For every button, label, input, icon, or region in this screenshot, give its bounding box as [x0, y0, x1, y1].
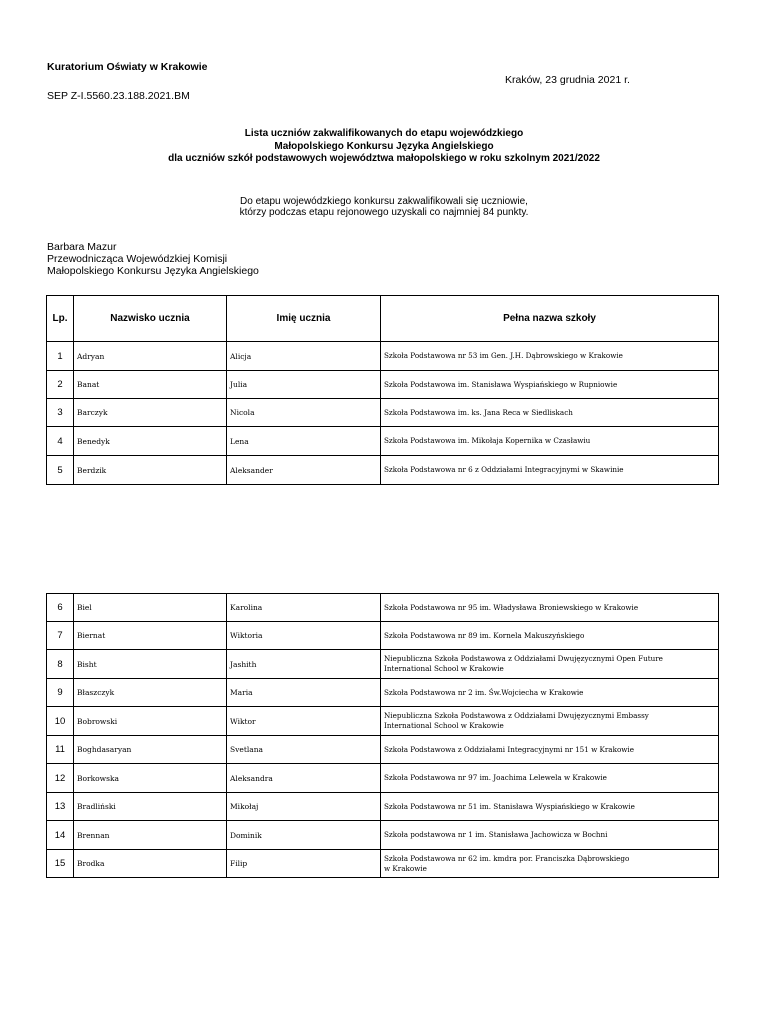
- cell-surname: Borkowska: [74, 764, 227, 793]
- reference-number: SEP Z-I.5560.23.188.2021.BM: [47, 90, 190, 102]
- school-line-2: International School w Krakowie: [384, 721, 504, 730]
- cell-school: [381, 399, 719, 427]
- cell-lp: 7: [47, 622, 74, 650]
- school-line-2: w Krakowie: [384, 863, 427, 873]
- school-line-1: Szkoła Podstawowa nr 95 im. Władysława Broniewskiego w Krakowie: [384, 602, 639, 612]
- cell-lp: 11: [47, 736, 74, 764]
- cell-school: [381, 427, 719, 456]
- cell-school: [381, 679, 719, 707]
- table-row: [47, 427, 719, 456]
- school-line-1: Szkoła Podstawowa nr 51 im. Stanisława Wyspiańskiego w Krakowie: [384, 801, 635, 811]
- cell-first-name: Karolina: [227, 594, 381, 622]
- students-table-part-2: [46, 593, 719, 878]
- cell-school: [381, 371, 719, 399]
- school-line-1: Szkoła Podstawowa nr 6 z Oddziałami Integracyjnymi w Skawinie: [384, 465, 624, 474]
- table-row: [47, 764, 719, 793]
- cell-first-name: Maria: [227, 679, 381, 707]
- cell-school: [381, 622, 719, 650]
- school-line-1: Szkoła Podstawowa im. ks. Jana Reca w Siedliskach: [384, 407, 573, 417]
- signatory-name: Barbara Mazur: [47, 241, 117, 253]
- cell-lp: 3: [47, 399, 74, 427]
- cell-first-name: Wiktoria: [227, 622, 381, 650]
- table-row: [47, 342, 719, 371]
- intro-line-2: którzy podczas etapu rejonowego uzyskali co najmniej 84 punkty.: [239, 207, 529, 218]
- place-date: Kraków, 23 grudnia 2021 r.: [505, 74, 630, 86]
- table-row: [47, 850, 719, 878]
- cell-first-name: Jashith: [227, 650, 381, 679]
- cell-lp: 10: [47, 707, 74, 736]
- cell-lp: 6: [47, 594, 74, 622]
- cell-surname: Boghdasaryan: [74, 736, 227, 764]
- school-line-1: Szkoła Podstawowa nr 89 im. Kornela Makuszyńskiego: [384, 630, 585, 640]
- table-row: [47, 736, 719, 764]
- document-title-line-2: Małopolskiego Konkursu Języka Angielskiego: [274, 141, 494, 152]
- cell-first-name: Nicola: [227, 399, 381, 427]
- table-row: [47, 371, 719, 399]
- cell-surname: Barczyk: [74, 399, 227, 427]
- school-line-1: Niepubliczna Szkoła Podstawowa z Oddziałami Dwujęzycznymi Embassy: [384, 711, 649, 720]
- cell-school: [381, 342, 719, 371]
- cell-school: [381, 650, 719, 679]
- table-row: [47, 622, 719, 650]
- cell-lp: 14: [47, 821, 74, 850]
- cell-lp: 2: [47, 371, 74, 399]
- table-header-row: [47, 296, 719, 342]
- document-title-line-1: Lista uczniów zakwalifikowanych do etapu wojewódzkiego: [244, 128, 524, 139]
- table-row: [47, 399, 719, 427]
- cell-surname: Brodka: [74, 850, 227, 878]
- school-line-1: Szkoła Podstawowa nr 2 im. Św.Wojciecha w Krakowie: [384, 687, 584, 697]
- cell-first-name: Aleksander: [227, 456, 381, 485]
- cell-lp: 8: [47, 650, 74, 679]
- school-line-1: Szkoła podstawowa nr 1 im. Stanisława Jachowicza w Bochni: [384, 830, 608, 839]
- school-line-1: Szkoła Podstawowa im. Mikołaja Kopernika w Czasławiu: [384, 436, 591, 445]
- table-row: [47, 456, 719, 485]
- intro-line-1: Do etapu wojewódzkiego konkursu zakwalifikowali się uczniowie,: [240, 196, 528, 207]
- school-line-1: Szkoła Podstawowa im. Stanisława Wyspiańskiego w Rupniowie: [384, 379, 618, 389]
- cell-school: [381, 764, 719, 793]
- school-line-2: International School w Krakowie: [384, 664, 504, 673]
- table-row: [47, 707, 719, 736]
- cell-lp: 9: [47, 679, 74, 707]
- cell-surname: Banat: [74, 371, 227, 399]
- cell-lp: 4: [47, 427, 74, 456]
- cell-first-name: Wiktor: [227, 707, 381, 736]
- signatory-role-2: Małopolskiego Konkursu Języka Angielskiego: [47, 265, 259, 277]
- document-title-line-3: dla uczniów szkół podstawowych województwa małopolskiego w roku szkolnym 2021/2022: [168, 153, 600, 164]
- cell-first-name: Dominik: [227, 821, 381, 850]
- table-row: [47, 679, 719, 707]
- school-line-1: Szkoła Podstawowa nr 53 im Gen. J.H. Dąbrowskiego w Krakowie: [384, 351, 623, 360]
- cell-school: [381, 821, 719, 850]
- cell-school: [381, 594, 719, 622]
- cell-surname: Bobrowski: [74, 707, 227, 736]
- school-line-1: Szkoła Podstawowa nr 62 im. kmdra por. Franciszka Dąbrowskiego: [384, 853, 630, 863]
- cell-school: [381, 850, 719, 878]
- table-row: [47, 650, 719, 679]
- cell-surname: Adryan: [74, 342, 227, 371]
- cell-first-name: Mikołaj: [227, 793, 381, 821]
- cell-school: [381, 736, 719, 764]
- cell-surname: Biernat: [74, 622, 227, 650]
- institution-name: Kuratorium Oświaty w Krakowie: [47, 61, 208, 73]
- cell-surname: Brennan: [74, 821, 227, 850]
- cell-lp: 13: [47, 793, 74, 821]
- cell-first-name: Lena: [227, 427, 381, 456]
- table-row: [47, 594, 719, 622]
- cell-lp: 5: [47, 456, 74, 485]
- cell-first-name: Aleksandra: [227, 764, 381, 793]
- cell-surname: Benedyk: [74, 427, 227, 456]
- header-surname: Nazwisko ucznia: [74, 296, 227, 342]
- cell-surname: Bradliński: [74, 793, 227, 821]
- cell-school: [381, 793, 719, 821]
- cell-surname: Biel: [74, 594, 227, 622]
- cell-school: [381, 707, 719, 736]
- header-lp: Lp.: [47, 296, 74, 342]
- table-row: [47, 821, 719, 850]
- school-line-1: Niepubliczna Szkoła Podstawowa z Oddziałami Dwujęzycznymi Open Future: [384, 654, 663, 663]
- header-first-name: Imię ucznia: [227, 296, 381, 342]
- cell-lp: 12: [47, 764, 74, 793]
- cell-first-name: Svetlana: [227, 736, 381, 764]
- cell-first-name: Julia: [227, 371, 381, 399]
- cell-first-name: Filip: [227, 850, 381, 878]
- cell-surname: Błaszczyk: [74, 679, 227, 707]
- signatory-role-1: Przewodnicząca Wojewódzkiej Komisji: [47, 253, 228, 265]
- table-row: [47, 793, 719, 821]
- cell-lp: 15: [47, 850, 74, 878]
- cell-surname: Berdzik: [74, 456, 227, 485]
- school-line-1: Szkoła Podstawowa z Oddziałami Integracyjnymi nr 151 w Krakowie: [384, 744, 634, 754]
- cell-lp: 1: [47, 342, 74, 371]
- students-table-part-1: [46, 295, 719, 485]
- school-line-1: Szkoła Podstawowa nr 97 im. Joachima Lelewela w Krakowie: [384, 773, 607, 782]
- cell-first-name: Alicja: [227, 342, 381, 371]
- cell-surname: Bisht: [74, 650, 227, 679]
- header-school: Pełna nazwa szkoły: [381, 296, 719, 342]
- cell-school: [381, 456, 719, 485]
